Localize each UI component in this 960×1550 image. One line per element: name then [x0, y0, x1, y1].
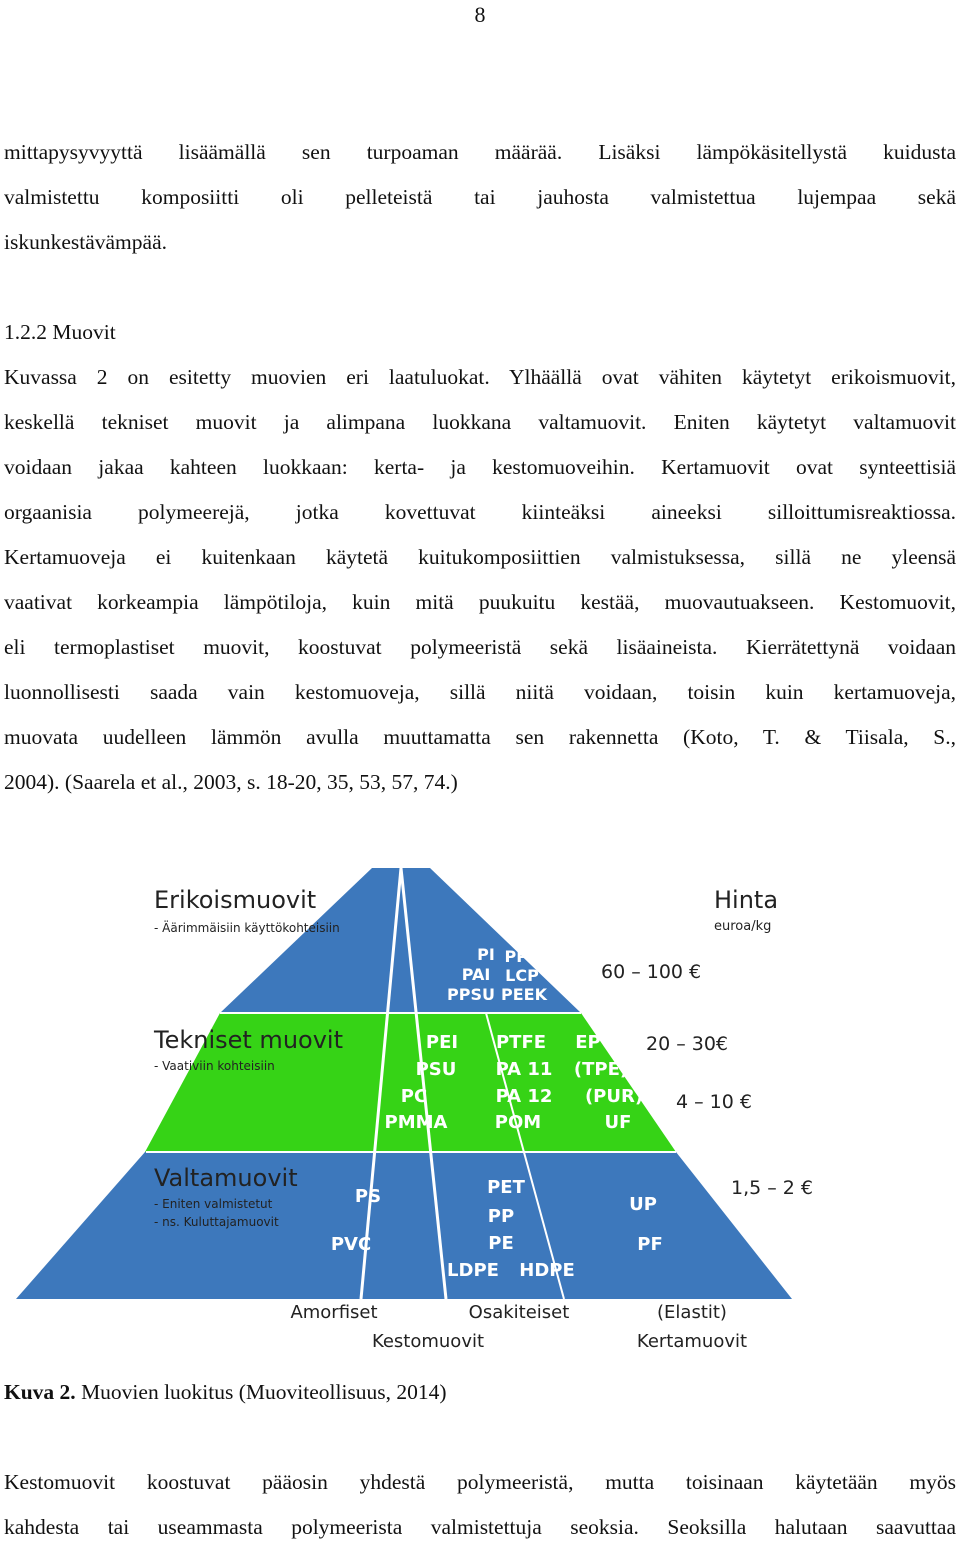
paragraph-line: Kertamuoveja ei kuitenkaan käytetä kuitukomposiittien valmistuksessa, sillä ne yleensä: [4, 545, 956, 569]
page-number: 8: [474, 2, 486, 27]
plastic-label: PP: [487, 1206, 515, 1227]
plastic-label: (PUR): [584, 1086, 644, 1107]
bottom-label: (Elastit): [657, 1302, 727, 1323]
plastic-label: PI: [477, 945, 495, 964]
intro-paragraph: [4, 130, 956, 265]
paragraph-line: Kestomuovit koostuvat pääosin yhdestä polymeeristä, mutta toisinaan käytetään myös: [4, 1470, 956, 1494]
plastic-label: PAI: [461, 965, 491, 984]
paragraph-line: orgaanisia polymeerejä, jotka kovettuvat kiinteäksi aineeksi silloittumisreaktiossa.: [4, 500, 956, 524]
tier-subtitle-bottom: - ns. Kuluttajamuovit: [154, 1215, 279, 1229]
plastic-label: PPS: [504, 947, 540, 966]
section-heading: 1.2.2 Muovit: [4, 320, 116, 344]
tier-subtitle-middle: - Vaativiin kohteisiin: [154, 1059, 275, 1073]
bottom-label: Kestomuovit: [371, 1331, 485, 1352]
price-value: 1,5 – 2 €: [731, 1177, 814, 1199]
closing-paragraph: [4, 1460, 956, 1550]
price-unit: euroa/kg: [714, 919, 772, 934]
paragraph-line: kahdesta tai useammasta polymeerista valmistettuja seoksia. Seoksilla halutaan saavuttaa: [4, 1515, 956, 1539]
price-value: 60 – 100 €: [601, 961, 702, 983]
plastics-pyramid-figure: [146, 860, 814, 1352]
caption-text: Muovien luokitus (Muoviteollisuus, 2014): [75, 1380, 447, 1404]
plastic-label: PA 12: [495, 1086, 553, 1107]
plastic-label: PPSU: [447, 985, 495, 1004]
plastic-label: (TPE): [573, 1059, 629, 1080]
plastic-label: PE: [488, 1233, 514, 1254]
plastic-label: HDPE: [519, 1260, 575, 1281]
bottom-label: Amorfiset: [290, 1302, 378, 1323]
paragraph-line: eli termoplastiset muovit, koostuvat polymeeristä sekä lisäaineista. Kierrätettynä voidaan: [4, 635, 956, 659]
price-value: 4 – 10 €: [676, 1091, 752, 1113]
paragraph-line: iskunkestävämpää.: [4, 230, 167, 254]
paragraph-line: vaativat korkeampia lämpötiloja, kuin mitä puukuitu kestää, muovautuakseen. Kestomuovit,: [4, 590, 956, 614]
bottom-label: Kertamuovit: [636, 1331, 748, 1352]
plastic-label: PEI: [425, 1032, 459, 1053]
pyramid-tier-bottom: [16, 1152, 792, 1299]
tier-subtitle-top: - Äärimmäisiin käyttökohteisiin: [154, 921, 340, 935]
figure-caption: [4, 1372, 447, 1412]
plastic-label: PC: [400, 1086, 428, 1107]
plastic-label: PVC: [330, 1234, 372, 1255]
plastic-label: PSU: [415, 1059, 457, 1080]
plastic-label: PF: [637, 1234, 663, 1255]
tier-title-bottom: Valtamuovit: [154, 1164, 298, 1192]
paragraph-line: mittapysyvyyttä lisäämällä sen turpoaman määrää. Lisäksi lämpökäsitellystä kuidusta: [4, 140, 956, 164]
tier-title-top: Erikoismuovit: [154, 886, 317, 914]
caption-label: Kuva 2.: [4, 1380, 76, 1404]
paragraph-line: 2004). (Saarela et al., 2003, s. 18-20, 35, 53, 57, 74.): [4, 770, 458, 794]
tier-title-middle: Tekniset muovit: [154, 1026, 343, 1054]
price-title: Hinta: [714, 886, 779, 914]
plastic-label: UP: [629, 1194, 657, 1215]
paragraph-line: keskellä tekniset muovit ja alimpana luokkana valtamuovit. Eniten käytetyt valtamuovit: [4, 410, 956, 434]
plastic-label: PS: [354, 1186, 382, 1207]
plastic-label: POM: [494, 1112, 542, 1133]
paragraph-line: Kuvassa 2 on esitetty muovien eri laatuluokat. Ylhäällä ovat vähiten käytetyt erikoismuovit,: [4, 365, 956, 389]
plastic-label: PET: [487, 1177, 525, 1198]
plastic-label: PEEK: [501, 985, 547, 1004]
plastic-label: PA 11: [495, 1059, 553, 1080]
plastic-label: LCP: [505, 966, 539, 985]
price-value: 20 – 30€: [646, 1033, 729, 1055]
main-paragraph: [4, 355, 956, 805]
paragraph-line: valmistettu komposiitti oli pelleteistä tai jauhosta valmistettua lujempaa sekä: [4, 185, 956, 209]
plastic-label: PMMA: [384, 1112, 448, 1133]
paragraph-line: voidaan jakaa kahteen luokkaan: kerta- ja kestomuoveihin. Kertamuovit ovat synteettisiä: [4, 455, 956, 479]
paragraph-line: luonnollisesti saada vain kestomuoveja, sillä niitä voidaan, toisin kuin kertamuoveja,: [4, 680, 956, 704]
plastic-label: UF: [604, 1112, 632, 1133]
pyramid-svg: [146, 860, 814, 1352]
plastic-label: LDPE: [447, 1260, 499, 1281]
paragraph-line: muovata uudelleen lämmön avulla muuttamatta sen rakennetta (Koto, T. & Tiisala, S.,: [4, 725, 956, 749]
plastic-label: EP: [575, 1032, 601, 1053]
plastic-label: PTFE: [495, 1032, 547, 1053]
tier-subtitle-bottom: - Eniten valmistetut: [154, 1197, 273, 1211]
bottom-label: Osakiteiset: [468, 1302, 570, 1323]
